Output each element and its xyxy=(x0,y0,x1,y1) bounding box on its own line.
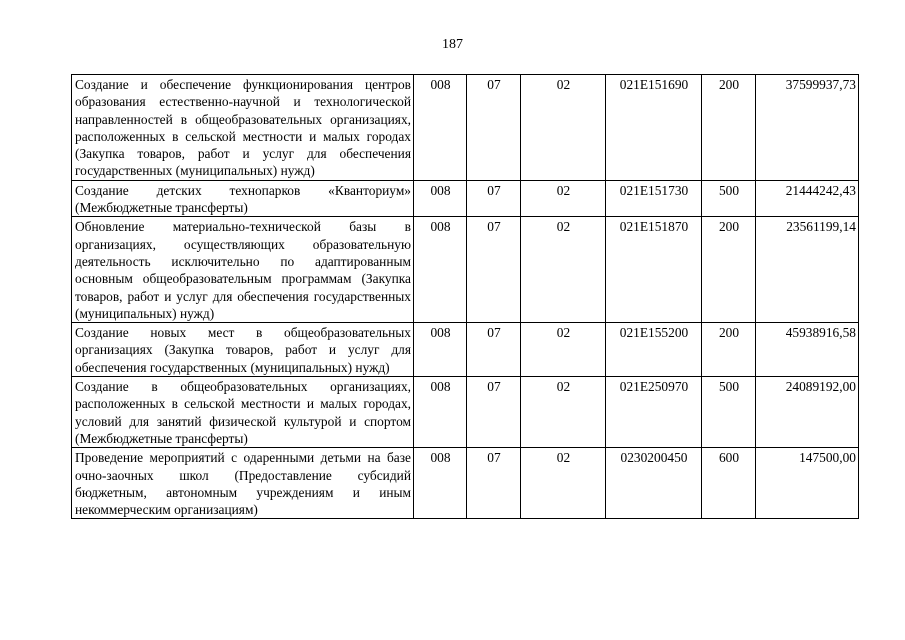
row-ministry-code: 008 xyxy=(414,323,467,377)
row-expense-type: 200 xyxy=(702,217,756,323)
row-description: Создание новых мест в общеобразовательных организациях (Закупка товаров, работ и услуг для обеспечения государственных (муниципальных) нужд) xyxy=(72,323,414,377)
table-row xyxy=(72,377,859,448)
page-number: 187 xyxy=(442,37,463,52)
row-expense-type: 600 xyxy=(702,448,756,519)
row-description: Создание в общеобразовательных организациях, расположенных в сельской местности и малых городах, условий для занятий физической культурой и спортом (Межбюджетные трансферты) xyxy=(72,377,414,448)
row-target-article: 021Е151730 xyxy=(606,180,702,217)
row-description: Создание и обеспечение функционирования центров образования естественно-научной и технологической направленностей в общеобразовательных организациях, расположенных в сельской местности и малых городах (Закупка товаров, работ и услуг для обеспечения государственных (муниципальных) нужд) xyxy=(72,75,414,181)
row-ministry-code: 008 xyxy=(414,377,467,448)
row-amount: 21444242,43 xyxy=(756,180,859,217)
table-row xyxy=(72,75,859,181)
row-section-code: 07 xyxy=(467,180,521,217)
table-row xyxy=(72,180,859,217)
row-section-code: 07 xyxy=(467,217,521,323)
row-target-article: 021Е250970 xyxy=(606,377,702,448)
row-expense-type: 200 xyxy=(702,323,756,377)
row-ministry-code: 008 xyxy=(414,448,467,519)
row-target-article: 0230200450 xyxy=(606,448,702,519)
table-row xyxy=(72,448,859,519)
table-row xyxy=(72,323,859,377)
row-amount: 24089192,00 xyxy=(756,377,859,448)
row-subsection-code: 02 xyxy=(521,180,606,217)
row-description: Проведение мероприятий с одаренными детьми на базе очно-заочных школ (Предоставление субсидий бюджетным, автономным учреждениям и иным некоммерческим организациям) xyxy=(72,448,414,519)
row-expense-type: 500 xyxy=(702,377,756,448)
row-amount: 45938916,58 xyxy=(756,323,859,377)
row-subsection-code: 02 xyxy=(521,448,606,519)
row-target-article: 021Е155200 xyxy=(606,323,702,377)
row-ministry-code: 008 xyxy=(414,180,467,217)
row-description: Обновление материально-технической базы в организациях, осуществляющих образовательную деятельность исключительно по адаптированным основным общеобразовательным программам (Закупка товаров, работ и услуг для обеспечения государственных (муниципальных) нужд) xyxy=(72,217,414,323)
row-section-code: 07 xyxy=(467,323,521,377)
row-ministry-code: 008 xyxy=(414,217,467,323)
row-subsection-code: 02 xyxy=(521,323,606,377)
row-subsection-code: 02 xyxy=(521,217,606,323)
budget-table xyxy=(71,74,859,519)
row-expense-type: 500 xyxy=(702,180,756,217)
row-section-code: 07 xyxy=(467,448,521,519)
row-section-code: 07 xyxy=(467,75,521,181)
row-section-code: 07 xyxy=(467,377,521,448)
row-expense-type: 200 xyxy=(702,75,756,181)
row-description: Создание детских технопарков «Кванториум» (Межбюджетные трансферты) xyxy=(72,180,414,217)
row-amount: 23561199,14 xyxy=(756,217,859,323)
row-ministry-code: 008 xyxy=(414,75,467,181)
row-subsection-code: 02 xyxy=(521,75,606,181)
row-target-article: 021Е151690 xyxy=(606,75,702,181)
row-amount: 147500,00 xyxy=(756,448,859,519)
table-row xyxy=(72,217,859,323)
row-amount: 37599937,73 xyxy=(756,75,859,181)
row-target-article: 021Е151870 xyxy=(606,217,702,323)
row-subsection-code: 02 xyxy=(521,377,606,448)
